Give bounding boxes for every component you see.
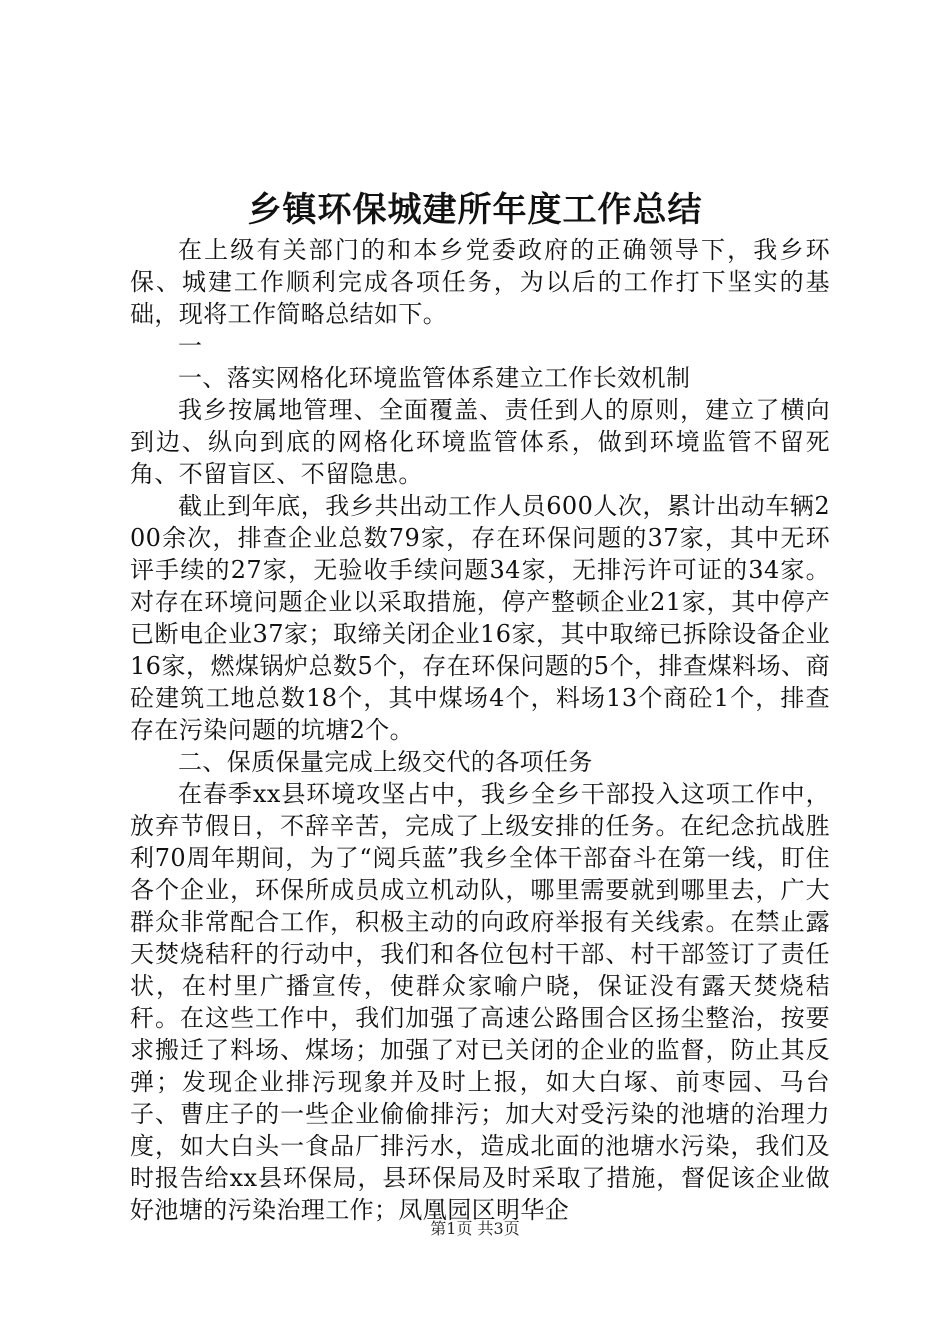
document-title: 乡镇环保城建所年度工作总结 xyxy=(247,190,703,230)
paragraph-grid-system: 我乡按属地管理、全面覆盖、责任到人的原则，建立了横向到边、纵向到底的网格化环境监管体系，做到环境监管不留死角、不留盲区、不留隐患。 xyxy=(130,396,830,488)
section-heading-1: 一、落实网格化环境监管体系建立工作长效机制 xyxy=(178,364,691,392)
page-footer: 第1页 共3页 xyxy=(430,1219,520,1238)
document-body xyxy=(130,234,830,1226)
paragraph-intro: 在上级有关部门的和本乡党委政府的正确领导下，我乡环保、城建工作顺利完成各项任务，为以后的工作打下坚实的基础，现将工作简略总结如下。 xyxy=(130,236,830,328)
paragraph-tasks: 在春季xx县环境攻坚占中，我乡全乡干部投入这项工作中，放弃节假日，不辞辛苦，完成了上级安排的任务。在纪念抗战胜利70周年期间，为了“阅兵蓝”我乡全体干部奋斗在第一线，盯住各个企业，环保所成员成立机动队，哪里需要就到哪里去，广大群众非常配合工作，积极主动的向政府举报有关线索。在禁止露天焚烧秸秆的行动中，我们和各位包村干部、村干部签订了责任状，在村里广播宣传，使群众家喻户晓，保证没有露天焚烧秸秆。在这些工作中，我们加强了高速公路围合区扬尘整治，按要求搬迁了料场、煤场；加强了对已关闭的企业的监督，防止其反弹；发现企业排污现象并及时上报，如大白塚、前枣园、马台子、曹庄子的一些企业偷偷排污；加大对受污染的池塘的治理力度，如大白头一食品厂排污水，造成北面的池塘水污染，我们及时报告给xx县环保局，县环保局及时采取了措施，督促该企业做好池塘的污染治理工作；凤凰园区明华企 xyxy=(130,780,830,1224)
section-heading-2: 二、保质保量完成上级交代的各项任务 xyxy=(178,748,593,776)
paragraph-numeral: 一 xyxy=(178,332,203,360)
paragraph-statistics: 截止到年底，我乡共出动工作人员600人次，累计出动车辆200余次，排查企业总数79家，存在环保问题的37家，其中无环评手续的27家，无验收手续问题34家，无排污许可证的34家。对存在环境问题企业以采取措施，停产整顿企业21家，其中停产已断电企业37家；取缔关闭企业16家，其中取缔已拆除设备企业16家，燃煤锅炉总数5个，存在环保问题的5个，排查煤料场、商砼建筑工地总数18个，其中煤场4个，料场13个商砼1个，排查存在污染问题的坑塘2个。 xyxy=(130,492,830,744)
